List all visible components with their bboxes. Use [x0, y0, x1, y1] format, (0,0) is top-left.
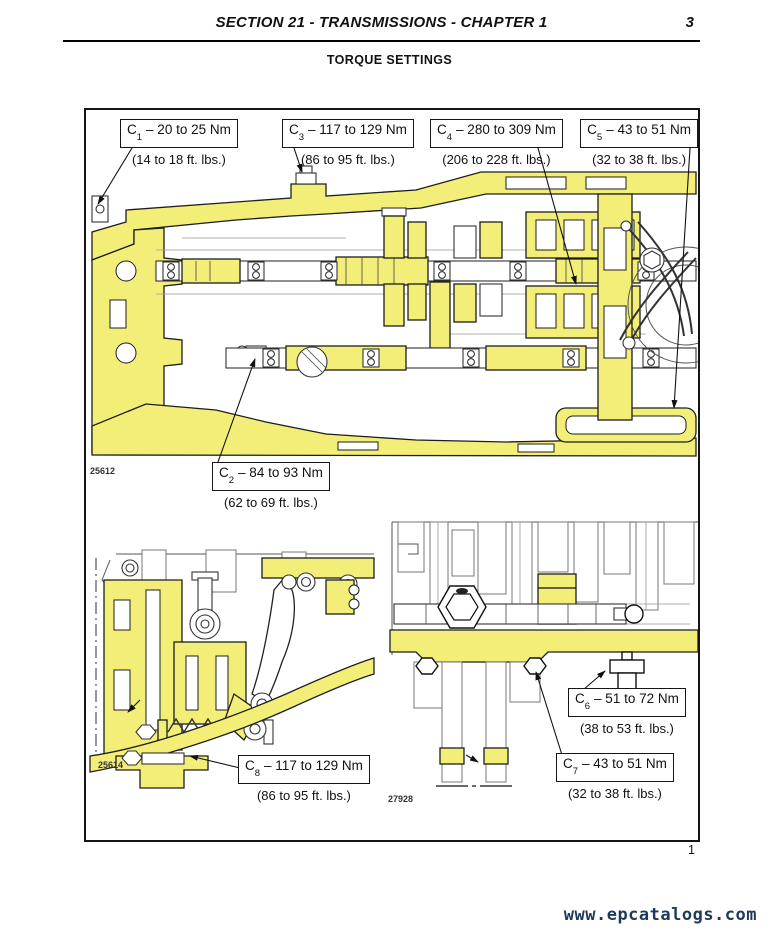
page-number-top: 3	[685, 14, 694, 31]
callout-c8	[238, 755, 370, 803]
callout-c2-box: $C_2-$ 84 to 93 Nm	[212, 462, 330, 491]
callout-c3-ftlbs: (86 to 95 ft. lbs.)	[300, 151, 395, 167]
figure-number-main: 25612	[90, 466, 116, 476]
callout-c8-box: $C_8-$ 117 to 129 Nm	[238, 755, 370, 784]
callout-c3	[282, 119, 414, 167]
callout-c4-box: $C_4-$ 280 to 309 Nm	[430, 119, 563, 148]
callout-c2	[212, 462, 330, 510]
callout-c6-box: $C_6-$ 51 to 72 Nm	[568, 688, 686, 717]
callout-c7	[556, 753, 674, 801]
figure-frame	[84, 108, 700, 842]
header-rule	[63, 40, 700, 42]
callout-c6	[568, 688, 686, 736]
page-header	[63, 14, 700, 38]
callout-c4	[430, 119, 563, 167]
callout-c8-ftlbs: (86 to 95 ft. lbs.)	[256, 787, 351, 803]
callout-c5-box: $C_5-$ 43 to 51 Nm	[580, 119, 698, 148]
figure-number-lower-right: 27928	[388, 794, 414, 804]
callout-c3-box: $C_3-$ 117 to 129 Nm	[282, 119, 414, 148]
lower-left-diagram	[90, 550, 374, 788]
callout-c2-ftlbs: (62 to 69 ft. lbs.)	[223, 494, 318, 510]
callout-c5	[580, 119, 698, 167]
callout-c1-ftlbs: (14 to 18 ft. lbs.)	[131, 151, 226, 167]
page-title: TORQUE SETTINGS	[326, 53, 453, 67]
main-diagram	[92, 166, 698, 456]
callout-c7-ftlbs: (32 to 38 ft. lbs.)	[567, 785, 662, 801]
callout-c1-box: $C_1-$ 20 to 25 Nm	[120, 119, 238, 148]
lower-right-diagram	[390, 522, 698, 786]
figure-number-lower-left: 25614	[98, 760, 124, 770]
figure-index-number: 1	[688, 843, 695, 857]
callout-c7-box: $C_7-$ 43 to 51 Nm	[556, 753, 674, 782]
callout-c4-ftlbs: (206 to 228 ft. lbs.)	[442, 151, 551, 167]
section-title: SECTION 21 - TRANSMISSIONS - CHAPTER 1	[215, 14, 548, 31]
watermark-url: www.epcatalogs.com	[563, 905, 757, 925]
callout-c5-ftlbs: (32 to 38 ft. lbs.)	[592, 151, 687, 167]
callout-c6-ftlbs: (38 to 53 ft. lbs.)	[579, 720, 674, 736]
callout-c1	[120, 119, 238, 167]
